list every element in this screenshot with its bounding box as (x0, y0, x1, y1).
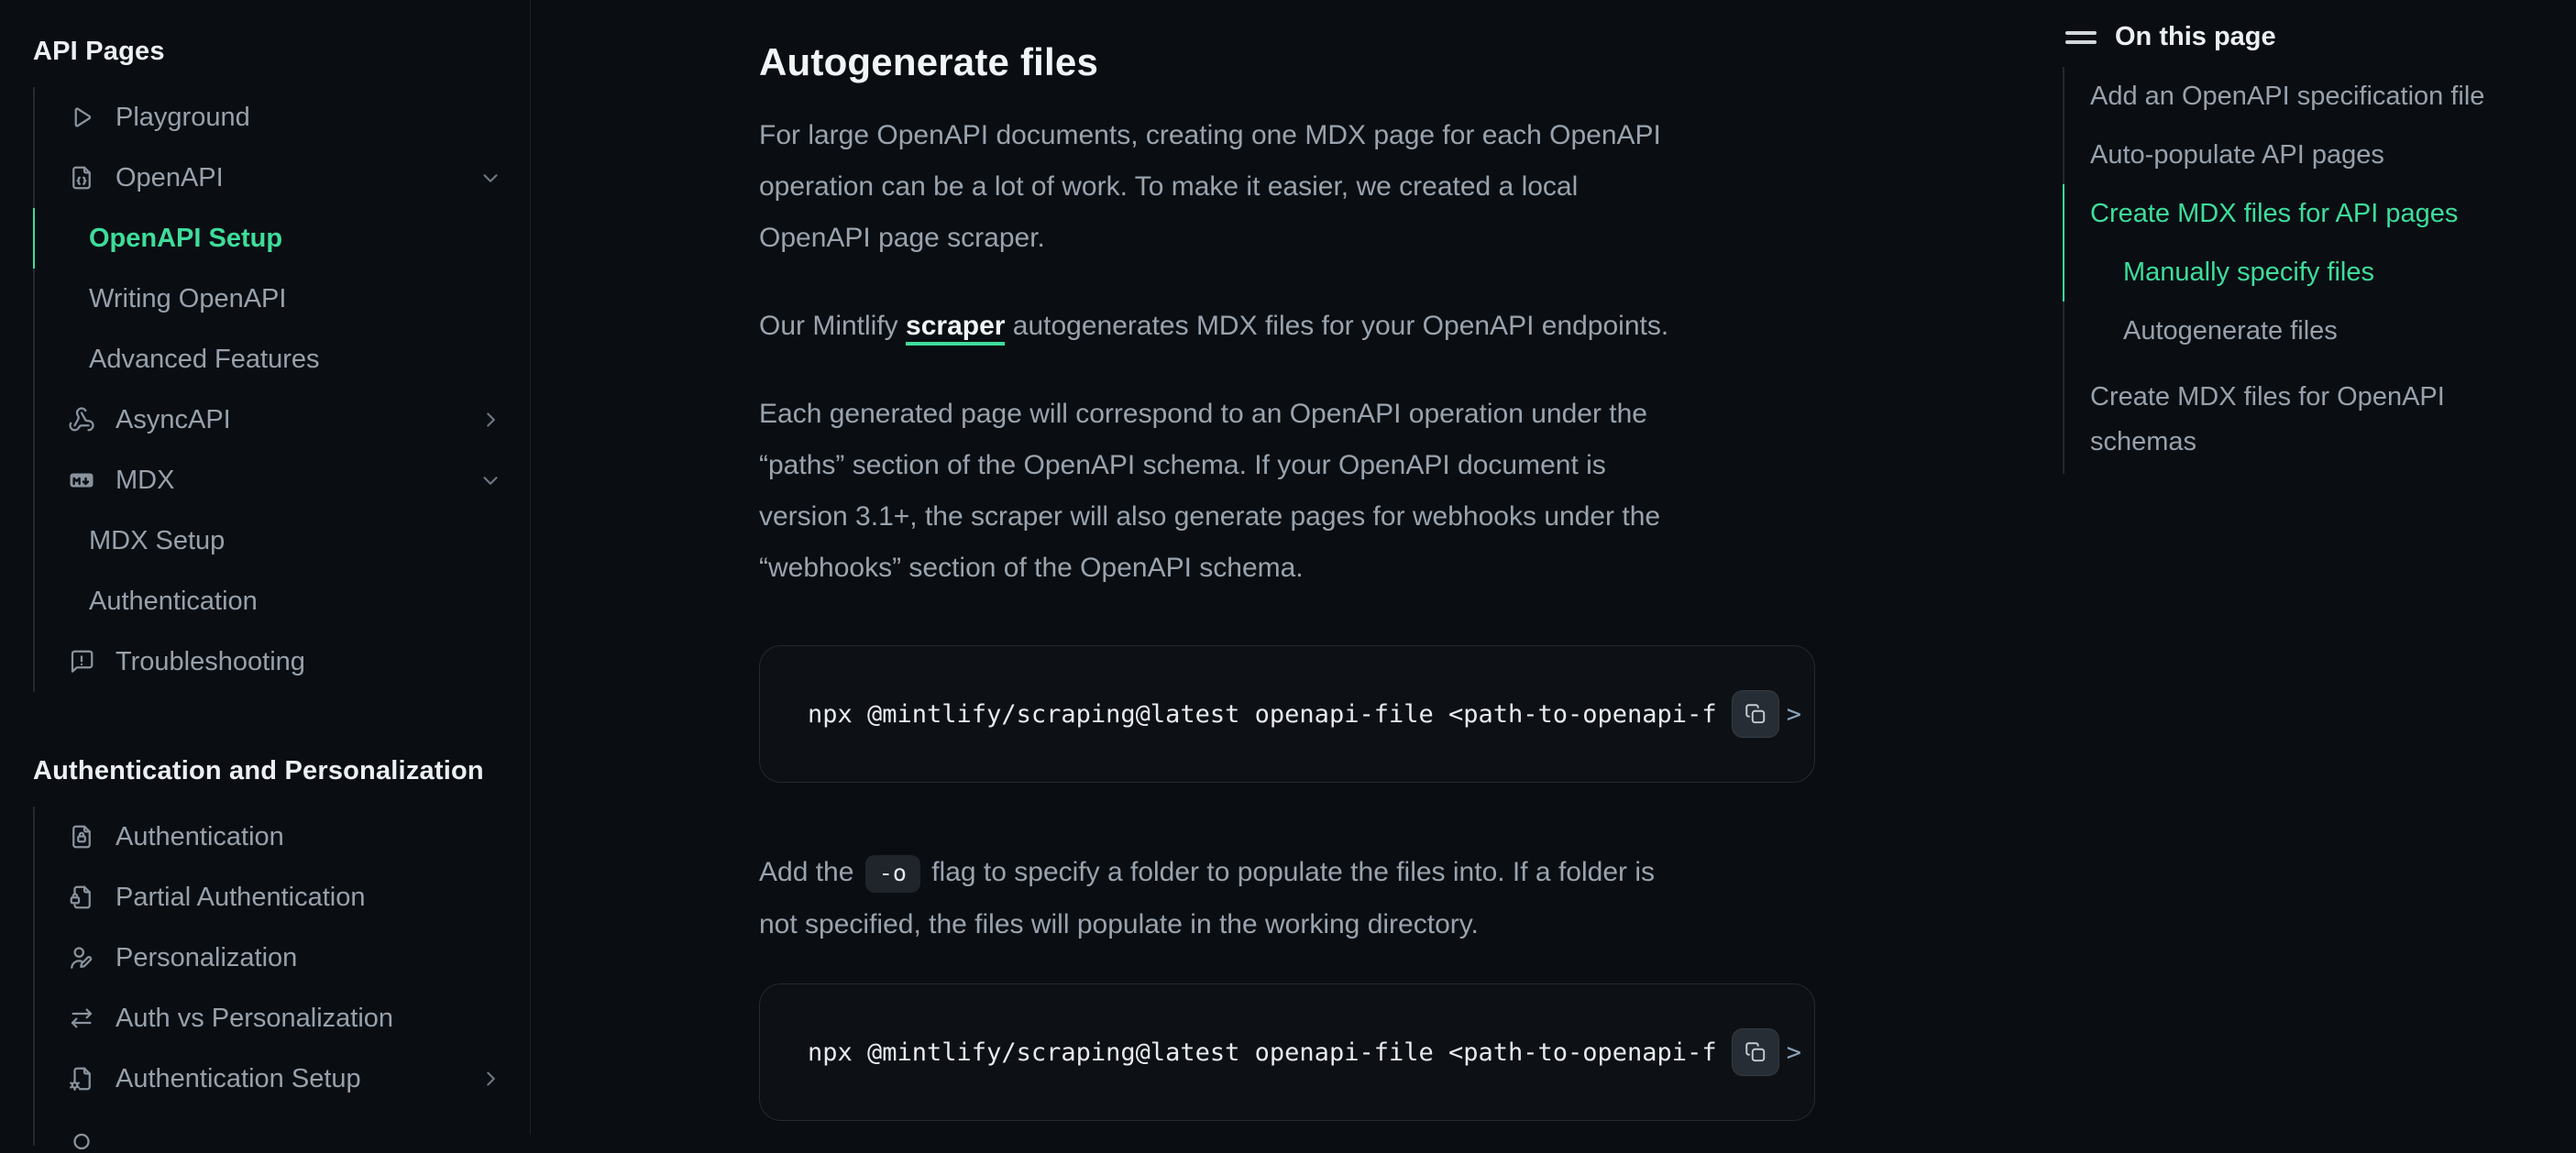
file-lock-icon (68, 823, 95, 851)
sidebar-item-label: MDX (116, 465, 175, 495)
paragraph-paths: Each generated page will correspond to an OpenAPI operation under the “paths” section of the OpenAPI schema. If your OpenAPI document is version 3.1+, the scraper will also generate pages for webhooks under the “webhooks” section of the OpenAPI schema. (759, 399, 1661, 583)
paragraph-scraper: Our Mintlify scraper autogenerates MDX files for your OpenAPI endpoints. (759, 301, 1815, 352)
toc-title: On this page (2115, 22, 2276, 51)
sidebar-section-title-api-pages: API Pages (33, 37, 165, 66)
sidebar-item-label: Troubleshooting (116, 646, 305, 676)
toc-header (2065, 22, 2565, 52)
sidebar-item-label: Authentication Setup (116, 1063, 361, 1093)
sidebar-item-label: Authentication (116, 821, 284, 851)
sidebar-item-label: Auth vs Personalization (116, 1003, 394, 1033)
sidebar (0, 0, 531, 1135)
sidebar-item-mdx[interactable] (33, 450, 530, 511)
list-icon (2065, 26, 2097, 49)
sidebar-item-label: OpenAPI Setup (89, 223, 283, 253)
markdown-badge-icon (68, 467, 95, 494)
sidebar-item-partial-authentication[interactable] (33, 867, 530, 928)
scraper-link[interactable]: scraper (906, 311, 1005, 346)
code-block-1 (759, 645, 1815, 783)
code-text-tail: > (1786, 1038, 1801, 1067)
code-text[interactable]: npx @mintlify/scraping@latest openapi-file <path-to-openapi-f (808, 699, 1717, 729)
chevron-right-icon[interactable] (479, 1067, 502, 1091)
sidebar-item-playground[interactable] (33, 87, 530, 148)
toc-item-autogenerate-files[interactable]: Autogenerate files (2123, 315, 2338, 346)
chevron-down-icon[interactable] (479, 468, 502, 492)
sidebar-item-personalization[interactable] (33, 928, 530, 988)
sidebar-item-label: AsyncAPI (116, 404, 231, 434)
sidebar-section-title-auth-personalization: Authentication and Personalization (33, 756, 484, 785)
webhook-icon (68, 406, 95, 434)
code-text-tail: > (1786, 699, 1801, 729)
chevron-right-icon[interactable] (479, 408, 502, 432)
paragraph-intro: For large OpenAPI documents, creating one MDX page for each OpenAPI operation can be a lot of work. To make it easier, we created a local OpenAPI page scraper. (759, 120, 1661, 253)
sidebar-item-authentication-setup[interactable] (33, 1049, 530, 1109)
sidebar-item-partially-visible (35, 1109, 530, 1146)
sidebar-item-openapi-setup[interactable] (33, 208, 530, 269)
file-gear-icon (68, 1065, 95, 1093)
sidebar-item-label: Personalization (116, 942, 298, 972)
sidebar-item-openapi[interactable] (33, 148, 530, 208)
toc-item-manually-specify-files[interactable]: Manually specify files (2063, 243, 2565, 302)
toc-list (2063, 67, 2565, 474)
code-block-2 (759, 983, 1815, 1121)
sidebar-item-label: Advanced Features (89, 344, 320, 374)
main-content (759, 0, 1815, 1121)
toc-item-create-mdx-files-openapi-schemas[interactable]: Create MDX files for OpenAPI schemas (2090, 382, 2445, 456)
message-alert-icon (68, 648, 95, 675)
partial-icon (68, 1126, 95, 1153)
sidebar-item-label: Writing OpenAPI (89, 283, 287, 313)
toc-item-add-openapi-spec-file[interactable]: Add an OpenAPI specification file (2090, 81, 2485, 111)
user-pen-icon (68, 944, 95, 972)
inline-code-chip: -o (865, 855, 920, 893)
sidebar-item-advanced-features[interactable] (33, 329, 530, 390)
sidebar-item-label: OpenAPI (116, 162, 224, 192)
sidebar-item-troubleshooting[interactable] (33, 631, 530, 692)
sidebar-item-label: Authentication (89, 586, 258, 616)
toc-item-auto-populate-api-pages[interactable]: Auto-populate API pages (2090, 139, 2384, 170)
sidebar-group-auth-personalization (33, 807, 530, 1146)
copy-button[interactable] (1732, 690, 1779, 738)
copy-icon (1744, 1040, 1767, 1064)
sidebar-item-label: MDX Setup (89, 525, 226, 555)
sidebar-item-label: Playground (116, 102, 250, 132)
file-partial-lock-icon (68, 884, 95, 911)
paragraph-output-flag: Add the -o flag to specify a folder to populate the files into. If a folder is not specified, the files will populate in the working directory. (759, 857, 1655, 939)
toc-item-create-mdx-files-api-pages[interactable]: Create MDX files for API pages (2063, 184, 2565, 243)
sidebar-item-authentication[interactable] (33, 571, 530, 631)
chevron-down-icon[interactable] (479, 166, 502, 190)
sidebar-item-writing-openapi[interactable] (33, 269, 530, 329)
sidebar-item-asyncapi[interactable] (33, 390, 530, 450)
copy-icon (1744, 702, 1767, 726)
sidebar-item-authentication-2[interactable] (33, 807, 530, 867)
sidebar-item-mdx-setup[interactable] (33, 511, 530, 571)
page-title: Autogenerate files (759, 40, 1099, 83)
copy-button[interactable] (1732, 1028, 1779, 1076)
sidebar-item-auth-vs-personalization[interactable] (33, 988, 530, 1049)
arrows-left-right-icon (68, 1005, 95, 1032)
sidebar-group-api-pages (33, 87, 530, 692)
sidebar-item-label: Partial Authentication (116, 882, 366, 912)
table-of-contents (2063, 0, 2565, 474)
play-icon (68, 104, 95, 131)
code-text[interactable]: npx @mintlify/scraping@latest openapi-file <path-to-openapi-f (808, 1038, 1717, 1067)
file-code-icon (68, 164, 95, 192)
